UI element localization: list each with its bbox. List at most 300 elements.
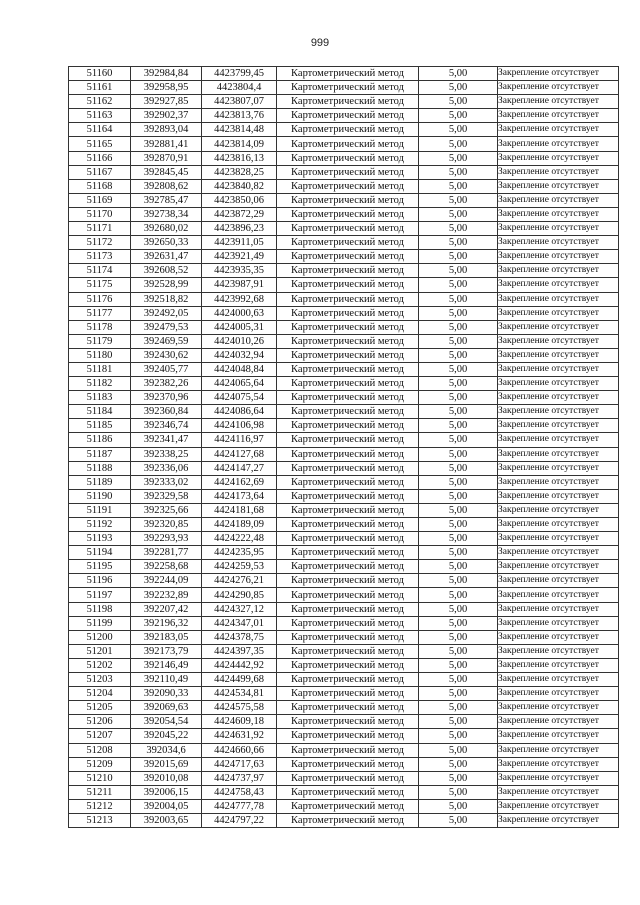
method-cell: Картометрический метод	[277, 81, 419, 95]
method-cell: Картометрический метод	[277, 151, 419, 165]
y-coordinate-cell: 4424327,12	[202, 602, 277, 616]
point-number-cell: 51191	[69, 503, 131, 517]
y-coordinate-cell: 4424259,53	[202, 560, 277, 574]
table-row	[69, 588, 619, 602]
y-coordinate-cell: 4424106,98	[202, 419, 277, 433]
table-row	[69, 137, 619, 151]
y-coordinate-cell: 4423807,07	[202, 95, 277, 109]
fixation-cell: Закрепление отсутствует	[498, 433, 619, 447]
point-number-cell: 51199	[69, 616, 131, 630]
table-row	[69, 109, 619, 123]
point-number-cell: 51179	[69, 334, 131, 348]
x-coordinate-cell: 392015,69	[131, 757, 202, 771]
error-cell: 5,00	[419, 715, 498, 729]
error-cell: 5,00	[419, 193, 498, 207]
x-coordinate-cell: 392528,99	[131, 278, 202, 292]
error-cell: 5,00	[419, 165, 498, 179]
error-cell: 5,00	[419, 81, 498, 95]
x-coordinate-cell: 392370,96	[131, 391, 202, 405]
point-number-cell: 51212	[69, 799, 131, 813]
error-cell: 5,00	[419, 250, 498, 264]
page-number: 999	[310, 37, 330, 49]
error-cell: 5,00	[419, 67, 498, 81]
fixation-cell: Закрепление отсутствует	[498, 67, 619, 81]
table-row	[69, 729, 619, 743]
x-coordinate-cell: 392893,04	[131, 123, 202, 137]
y-coordinate-cell: 4424189,09	[202, 518, 277, 532]
table-row	[69, 264, 619, 278]
x-coordinate-cell: 392518,82	[131, 292, 202, 306]
fixation-cell: Закрепление отсутствует	[498, 207, 619, 221]
point-number-cell: 51200	[69, 630, 131, 644]
y-coordinate-cell: 4424235,95	[202, 546, 277, 560]
y-coordinate-cell: 4423872,29	[202, 207, 277, 221]
y-coordinate-cell: 4424010,26	[202, 334, 277, 348]
point-number-cell: 51172	[69, 236, 131, 250]
point-number-cell: 51171	[69, 222, 131, 236]
fixation-cell: Закрепление отсутствует	[498, 771, 619, 785]
error-cell: 5,00	[419, 292, 498, 306]
table-row	[69, 348, 619, 362]
x-coordinate-cell: 392004,05	[131, 799, 202, 813]
fixation-cell: Закрепление отсутствует	[498, 222, 619, 236]
method-cell: Картометрический метод	[277, 546, 419, 560]
method-cell: Картометрический метод	[277, 616, 419, 630]
fixation-cell: Закрепление отсутствует	[498, 81, 619, 95]
method-cell: Картометрический метод	[277, 799, 419, 813]
point-number-cell: 51162	[69, 95, 131, 109]
table-row	[69, 81, 619, 95]
fixation-cell: Закрепление отсутствует	[498, 560, 619, 574]
point-number-cell: 51167	[69, 165, 131, 179]
method-cell: Картометрический метод	[277, 673, 419, 687]
fixation-cell: Закрепление отсутствует	[498, 574, 619, 588]
error-cell: 5,00	[419, 743, 498, 757]
point-number-cell: 51186	[69, 433, 131, 447]
x-coordinate-cell: 392870,91	[131, 151, 202, 165]
fixation-cell: Закрепление отсутствует	[498, 151, 619, 165]
method-cell: Картометрический метод	[277, 348, 419, 362]
x-coordinate-cell: 392258,68	[131, 560, 202, 574]
method-cell: Картометрический метод	[277, 222, 419, 236]
table-row	[69, 743, 619, 757]
fixation-cell: Закрепление отсутствует	[498, 362, 619, 376]
error-cell: 5,00	[419, 560, 498, 574]
method-cell: Картометрический метод	[277, 306, 419, 320]
fixation-cell: Закрепление отсутствует	[498, 813, 619, 827]
fixation-cell: Закрепление отсутствует	[498, 658, 619, 672]
table-row	[69, 362, 619, 376]
point-number-cell: 51181	[69, 362, 131, 376]
point-number-cell: 51207	[69, 729, 131, 743]
fixation-cell: Закрепление отсутствует	[498, 334, 619, 348]
x-coordinate-cell: 392845,45	[131, 165, 202, 179]
method-cell: Картометрический метод	[277, 503, 419, 517]
table-row	[69, 785, 619, 799]
table-row	[69, 771, 619, 785]
error-cell: 5,00	[419, 207, 498, 221]
error-cell: 5,00	[419, 757, 498, 771]
point-number-cell: 51195	[69, 560, 131, 574]
method-cell: Картометрический метод	[277, 433, 419, 447]
table-row	[69, 433, 619, 447]
table-row	[69, 630, 619, 644]
coordinates-table	[68, 66, 619, 828]
method-cell: Картометрический метод	[277, 518, 419, 532]
fixation-cell: Закрепление отсутствует	[498, 109, 619, 123]
table-row	[69, 377, 619, 391]
fixation-cell: Закрепление отсутствует	[498, 292, 619, 306]
fixation-cell: Закрепление отсутствует	[498, 419, 619, 433]
y-coordinate-cell: 4423804,4	[202, 81, 277, 95]
y-coordinate-cell: 4424173,64	[202, 489, 277, 503]
x-coordinate-cell: 392650,33	[131, 236, 202, 250]
error-cell: 5,00	[419, 687, 498, 701]
point-number-cell: 51188	[69, 461, 131, 475]
table-row	[69, 320, 619, 334]
y-coordinate-cell: 4424032,94	[202, 348, 277, 362]
x-coordinate-cell: 392232,89	[131, 588, 202, 602]
point-number-cell: 51197	[69, 588, 131, 602]
error-cell: 5,00	[419, 419, 498, 433]
error-cell: 5,00	[419, 405, 498, 419]
error-cell: 5,00	[419, 701, 498, 715]
fixation-cell: Закрепление отсутствует	[498, 715, 619, 729]
x-coordinate-cell: 392183,05	[131, 630, 202, 644]
y-coordinate-cell: 4423935,35	[202, 264, 277, 278]
y-coordinate-cell: 4423850,06	[202, 193, 277, 207]
method-cell: Картометрический метод	[277, 236, 419, 250]
y-coordinate-cell: 4424534,81	[202, 687, 277, 701]
point-number-cell: 51173	[69, 250, 131, 264]
error-cell: 5,00	[419, 123, 498, 137]
y-coordinate-cell: 4423799,45	[202, 67, 277, 81]
method-cell: Картометрический метод	[277, 701, 419, 715]
method-cell: Картометрический метод	[277, 743, 419, 757]
method-cell: Картометрический метод	[277, 193, 419, 207]
y-coordinate-cell: 4424575,58	[202, 701, 277, 715]
x-coordinate-cell: 392034,6	[131, 743, 202, 757]
x-coordinate-cell: 392110,49	[131, 673, 202, 687]
y-coordinate-cell: 4424181,68	[202, 503, 277, 517]
point-number-cell: 51193	[69, 532, 131, 546]
error-cell: 5,00	[419, 658, 498, 672]
table-row	[69, 687, 619, 701]
point-number-cell: 51166	[69, 151, 131, 165]
method-cell: Картометрический метод	[277, 489, 419, 503]
table-row	[69, 95, 619, 109]
table-row	[69, 222, 619, 236]
x-coordinate-cell: 392320,85	[131, 518, 202, 532]
y-coordinate-cell: 4424347,01	[202, 616, 277, 630]
point-number-cell: 51182	[69, 377, 131, 391]
x-coordinate-cell: 392902,37	[131, 109, 202, 123]
table-row	[69, 461, 619, 475]
point-number-cell: 51185	[69, 419, 131, 433]
point-number-cell: 51198	[69, 602, 131, 616]
table-row	[69, 236, 619, 250]
table-row	[69, 306, 619, 320]
fixation-cell: Закрепление отсутствует	[498, 475, 619, 489]
point-number-cell: 51210	[69, 771, 131, 785]
table-row	[69, 616, 619, 630]
method-cell: Картометрический метод	[277, 165, 419, 179]
table-row	[69, 207, 619, 221]
point-number-cell: 51209	[69, 757, 131, 771]
x-coordinate-cell: 392984,84	[131, 67, 202, 81]
fixation-cell: Закрепление отсутствует	[498, 391, 619, 405]
y-coordinate-cell: 4424127,68	[202, 447, 277, 461]
table-row	[69, 518, 619, 532]
y-coordinate-cell: 4423911,05	[202, 236, 277, 250]
point-number-cell: 51160	[69, 67, 131, 81]
y-coordinate-cell: 4423814,09	[202, 137, 277, 151]
error-cell: 5,00	[419, 447, 498, 461]
error-cell: 5,00	[419, 236, 498, 250]
method-cell: Картометрический метод	[277, 123, 419, 137]
fixation-cell: Закрепление отсутствует	[498, 785, 619, 799]
x-coordinate-cell: 392808,62	[131, 179, 202, 193]
error-cell: 5,00	[419, 771, 498, 785]
y-coordinate-cell: 4423828,25	[202, 165, 277, 179]
method-cell: Картометрический метод	[277, 461, 419, 475]
point-number-cell: 51178	[69, 320, 131, 334]
table-row	[69, 193, 619, 207]
method-cell: Картометрический метод	[277, 264, 419, 278]
x-coordinate-cell: 392325,66	[131, 503, 202, 517]
y-coordinate-cell: 4424005,31	[202, 320, 277, 334]
y-coordinate-cell: 4424797,22	[202, 813, 277, 827]
error-cell: 5,00	[419, 546, 498, 560]
fixation-cell: Закрепление отсутствует	[498, 546, 619, 560]
method-cell: Картометрический метод	[277, 67, 419, 81]
point-number-cell: 51170	[69, 207, 131, 221]
error-cell: 5,00	[419, 503, 498, 517]
x-coordinate-cell: 392333,02	[131, 475, 202, 489]
fixation-cell: Закрепление отсутствует	[498, 644, 619, 658]
method-cell: Картометрический метод	[277, 250, 419, 264]
x-coordinate-cell: 392090,33	[131, 687, 202, 701]
fixation-cell: Закрепление отсутствует	[498, 306, 619, 320]
x-coordinate-cell: 392146,49	[131, 658, 202, 672]
x-coordinate-cell: 392382,26	[131, 377, 202, 391]
fixation-cell: Закрепление отсутствует	[498, 264, 619, 278]
error-cell: 5,00	[419, 813, 498, 827]
method-cell: Картометрический метод	[277, 785, 419, 799]
error-cell: 5,00	[419, 377, 498, 391]
error-cell: 5,00	[419, 489, 498, 503]
point-number-cell: 51208	[69, 743, 131, 757]
point-number-cell: 51163	[69, 109, 131, 123]
method-cell: Картометрический метод	[277, 574, 419, 588]
fixation-cell: Закрепление отсутствует	[498, 602, 619, 616]
method-cell: Картометрический метод	[277, 292, 419, 306]
method-cell: Картометрический метод	[277, 320, 419, 334]
point-number-cell: 51190	[69, 489, 131, 503]
y-coordinate-cell: 4424048,84	[202, 362, 277, 376]
error-cell: 5,00	[419, 673, 498, 687]
table-row	[69, 602, 619, 616]
error-cell: 5,00	[419, 518, 498, 532]
point-number-cell: 51201	[69, 644, 131, 658]
point-number-cell: 51177	[69, 306, 131, 320]
x-coordinate-cell: 392785,47	[131, 193, 202, 207]
error-cell: 5,00	[419, 306, 498, 320]
point-number-cell: 51169	[69, 193, 131, 207]
table-row	[69, 644, 619, 658]
x-coordinate-cell: 392207,42	[131, 602, 202, 616]
method-cell: Картометрический метод	[277, 334, 419, 348]
error-cell: 5,00	[419, 630, 498, 644]
fixation-cell: Закрепление отсутствует	[498, 250, 619, 264]
error-cell: 5,00	[419, 588, 498, 602]
table-row	[69, 334, 619, 348]
y-coordinate-cell: 4424378,75	[202, 630, 277, 644]
point-number-cell: 51206	[69, 715, 131, 729]
error-cell: 5,00	[419, 320, 498, 334]
fixation-cell: Закрепление отсутствует	[498, 95, 619, 109]
point-number-cell: 51192	[69, 518, 131, 532]
table-row	[69, 757, 619, 771]
fixation-cell: Закрепление отсутствует	[498, 743, 619, 757]
x-coordinate-cell: 392430,62	[131, 348, 202, 362]
error-cell: 5,00	[419, 334, 498, 348]
fixation-cell: Закрепление отсутствует	[498, 532, 619, 546]
table-row	[69, 715, 619, 729]
y-coordinate-cell: 4424075,54	[202, 391, 277, 405]
point-number-cell: 51204	[69, 687, 131, 701]
method-cell: Картометрический метод	[277, 771, 419, 785]
error-cell: 5,00	[419, 137, 498, 151]
point-number-cell: 51196	[69, 574, 131, 588]
point-number-cell: 51175	[69, 278, 131, 292]
point-number-cell: 51211	[69, 785, 131, 799]
point-number-cell: 51189	[69, 475, 131, 489]
table-row	[69, 574, 619, 588]
point-number-cell: 51184	[69, 405, 131, 419]
y-coordinate-cell: 4424222,48	[202, 532, 277, 546]
table-row	[69, 532, 619, 546]
error-cell: 5,00	[419, 222, 498, 236]
error-cell: 5,00	[419, 348, 498, 362]
y-coordinate-cell: 4424499,68	[202, 673, 277, 687]
y-coordinate-cell: 4423840,82	[202, 179, 277, 193]
x-coordinate-cell: 392244,09	[131, 574, 202, 588]
x-coordinate-cell: 392336,06	[131, 461, 202, 475]
fixation-cell: Закрепление отсутствует	[498, 701, 619, 715]
point-number-cell: 51203	[69, 673, 131, 687]
table-row	[69, 560, 619, 574]
x-coordinate-cell: 392479,53	[131, 320, 202, 334]
point-number-cell: 51194	[69, 546, 131, 560]
error-cell: 5,00	[419, 475, 498, 489]
method-cell: Картометрический метод	[277, 419, 419, 433]
fixation-cell: Закрепление отсутствует	[498, 757, 619, 771]
x-coordinate-cell: 392738,34	[131, 207, 202, 221]
method-cell: Картометрический метод	[277, 179, 419, 193]
y-coordinate-cell: 4424631,92	[202, 729, 277, 743]
point-number-cell: 51176	[69, 292, 131, 306]
method-cell: Картометрический метод	[277, 602, 419, 616]
fixation-cell: Закрепление отсутствует	[498, 447, 619, 461]
error-cell: 5,00	[419, 616, 498, 630]
fixation-cell: Закрепление отсутствует	[498, 236, 619, 250]
error-cell: 5,00	[419, 799, 498, 813]
table-row	[69, 799, 619, 813]
fixation-cell: Закрепление отсутствует	[498, 165, 619, 179]
x-coordinate-cell: 392338,25	[131, 447, 202, 461]
y-coordinate-cell: 4423921,49	[202, 250, 277, 264]
error-cell: 5,00	[419, 729, 498, 743]
point-number-cell: 51161	[69, 81, 131, 95]
method-cell: Картометрический метод	[277, 757, 419, 771]
x-coordinate-cell: 392608,52	[131, 264, 202, 278]
y-coordinate-cell: 4424276,21	[202, 574, 277, 588]
table-row	[69, 391, 619, 405]
fixation-cell: Закрепление отсутствует	[498, 278, 619, 292]
point-number-cell: 51183	[69, 391, 131, 405]
y-coordinate-cell: 4424442,92	[202, 658, 277, 672]
table-row	[69, 405, 619, 419]
y-coordinate-cell: 4423813,76	[202, 109, 277, 123]
error-cell: 5,00	[419, 461, 498, 475]
y-coordinate-cell: 4424000,63	[202, 306, 277, 320]
table-row	[69, 67, 619, 81]
x-coordinate-cell: 392469,59	[131, 334, 202, 348]
y-coordinate-cell: 4424147,27	[202, 461, 277, 475]
method-cell: Картометрический метод	[277, 729, 419, 743]
x-coordinate-cell: 392010,08	[131, 771, 202, 785]
y-coordinate-cell: 4424065,64	[202, 377, 277, 391]
y-coordinate-cell: 4424609,18	[202, 715, 277, 729]
table-row	[69, 503, 619, 517]
fixation-cell: Закрепление отсутствует	[498, 518, 619, 532]
x-coordinate-cell: 392881,41	[131, 137, 202, 151]
fixation-cell: Закрепление отсутствует	[498, 461, 619, 475]
y-coordinate-cell: 4424737,97	[202, 771, 277, 785]
method-cell: Картометрический метод	[277, 475, 419, 489]
table-row	[69, 546, 619, 560]
x-coordinate-cell: 392045,22	[131, 729, 202, 743]
y-coordinate-cell: 4424660,66	[202, 743, 277, 757]
x-coordinate-cell: 392173,79	[131, 644, 202, 658]
x-coordinate-cell: 392003,65	[131, 813, 202, 827]
fixation-cell: Закрепление отсутствует	[498, 193, 619, 207]
method-cell: Картометрический метод	[277, 560, 419, 574]
method-cell: Картометрический метод	[277, 687, 419, 701]
x-coordinate-cell: 392329,58	[131, 489, 202, 503]
method-cell: Картометрический метод	[277, 405, 419, 419]
x-coordinate-cell: 392196,32	[131, 616, 202, 630]
fixation-cell: Закрепление отсутствует	[498, 616, 619, 630]
x-coordinate-cell: 392631,47	[131, 250, 202, 264]
fixation-cell: Закрепление отсутствует	[498, 729, 619, 743]
y-coordinate-cell: 4423992,68	[202, 292, 277, 306]
y-coordinate-cell: 4424162,69	[202, 475, 277, 489]
table-body	[69, 67, 619, 828]
error-cell: 5,00	[419, 264, 498, 278]
point-number-cell: 51205	[69, 701, 131, 715]
point-number-cell: 51213	[69, 813, 131, 827]
point-number-cell: 51202	[69, 658, 131, 672]
method-cell: Картометрический метод	[277, 377, 419, 391]
fixation-cell: Закрепление отсутствует	[498, 320, 619, 334]
method-cell: Картометрический метод	[277, 644, 419, 658]
fixation-cell: Закрепление отсутствует	[498, 123, 619, 137]
table-row	[69, 447, 619, 461]
error-cell: 5,00	[419, 644, 498, 658]
error-cell: 5,00	[419, 574, 498, 588]
